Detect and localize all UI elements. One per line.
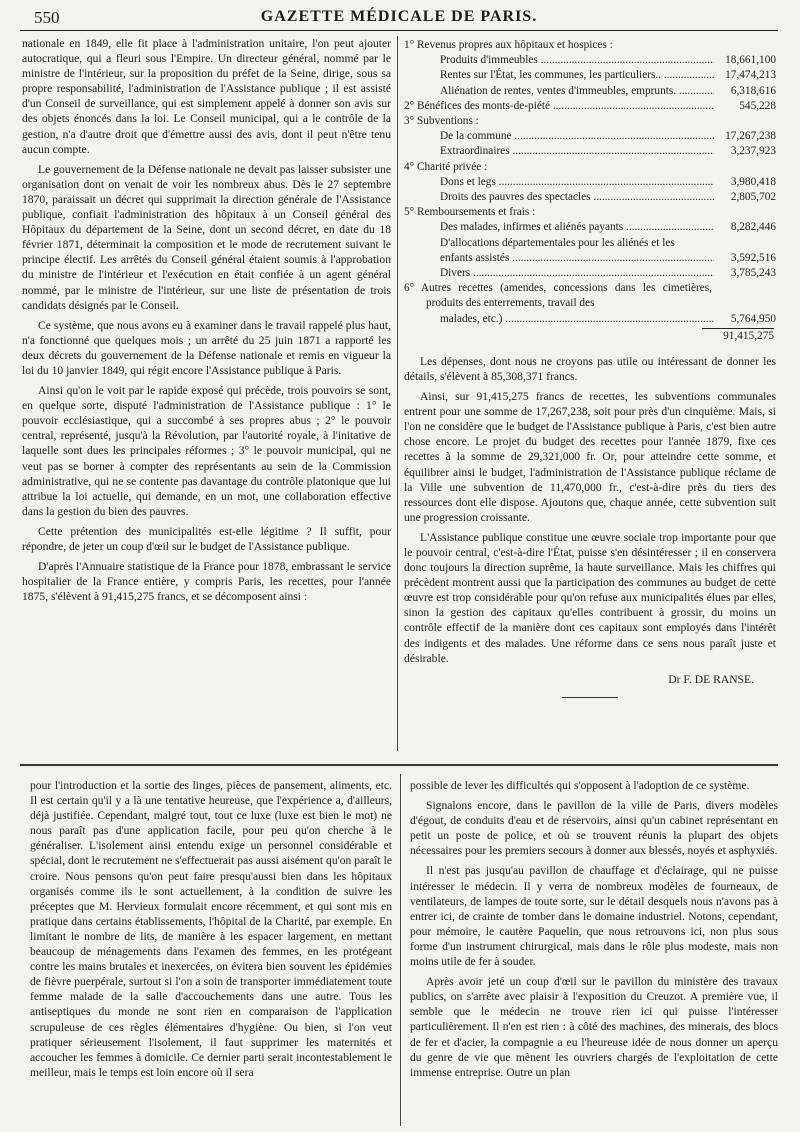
budget-row-amount: 18,661,100 [725, 54, 776, 67]
page-number: 550 [34, 8, 60, 27]
budget-row-amount: 3,592,516 [730, 251, 776, 264]
budget-row [404, 190, 776, 205]
paragraph: Ainsi qu'on le voit par le rapide exposé qui précède, trois pouvoirs se sont, en quelque sorte, disputé l'administration de l'Assistance publique : 1° le pouvoir ecclésiastique, qui a succombé à ses propres abus ; 2° le pouvoir central, représenté, jusqu'à la Révolution, par l'autorité royale, à l'initative de laquelle sont dues les principales réformes ; 3° le pouvoir municipal, qui ne veut pas se borner à compter des représentants au sein de la Commission administrative, qui ne se contente pas davantage du contrôle platonique que lui attribue la loi actuelle, qui demande, en un mot, une collaboration effective dans la gestion du bien des pauvres. [22, 384, 391, 518]
paragraph: Ce système, que nous avons eu à examiner dans le travail rappelé plus haut, n'a fonctionné que quelques mois ; un arrêté du 25 juin 1871 a rapporté les deux décrets du gouvernement de la Défense nationale et remis en vigueur la loi du 10 janvier 1849, qui régit encore l'Assistance publique à Paris. [22, 318, 391, 377]
budget-total: 91,415,275 [723, 329, 774, 342]
column-divider [397, 36, 398, 751]
budget-section-heading: 1° Revenus propres aux hôpitaux et hospices : [404, 39, 613, 51]
paragraph: Les dépenses, dont nous ne croyons pas utile ou intéressant de donner les détails, s'élèvent à 85,308,371 francs. [404, 354, 776, 383]
paragraph: Il n'est pas jusqu'au pavillon de chauffage et d'éclairage, qui ne puisse intéresser le médecin. Il y verra de nombreux modèles de fourneaux, de ventilateurs, de lampes de toute sorte, sur le détail desquels nous n'avons pas à entrer ici, de crainte de tomber dans le domaine industriel. Notons, cependant, pour mémoire, le cautère Paquelin, que nous retrouvons ici, non plus sous forme d'un instrument chirurgical, mais dans le rôle plus modeste, mais non moins utile de fer à souder. [410, 864, 778, 969]
paragraph: Signalons encore, dans le pavillon de la ville de Paris, divers modèles d'égout, de conduits d'eau et de réservoirs, ainsi qu'un cabinet représentant en petit un poste de police, et où se trouvent réunis la plupart des objets nécessaires pour les premiers secours à donner aux blessés, noyés et asphyxiés. [410, 799, 778, 858]
budget-row-label: Extraordinaires ..... [440, 144, 714, 159]
budget-row-label: Aliénation de rentes, ventes d'immeubles, emprunts. ..... [440, 84, 714, 99]
budget-row-label: Rentes sur l'État, les communes, les particuliers.. ..... [440, 68, 714, 83]
budget-table [404, 38, 776, 344]
budget-row-label: De la commune ..... [440, 129, 714, 144]
paragraph: Le gouvernement de la Défense nationale ne devait pas laisser subsister une organisation dont on venait de voir les nombreux abus. Dès le 27 septembre 1870, paraissait un décret qui supprimait la direction générale de l'Assistance publique, confiait l'administration des hôpitaux à un Conseil général des Hôpitaux du département de la Seine, dont un second décret, en date du 18 février 1871, déterminait la composition et le mode de recrutement suivant le principe électif. Les arrêtés du Conseil général étaient soumis à l'approbation du ministre de l'intérieur et l'exécution en était confiée à un agent général nommé, par le ministre de l'intérieur, sur une liste de présentation de trois candidats désignés par le Conseil. [22, 162, 391, 312]
budget-row-label: malades, etc.) ..... [440, 312, 714, 327]
budget-row-amount: 3,980,418 [730, 175, 776, 188]
budget-row [404, 53, 776, 68]
budget-row-label: Des malades, infirmes et aliénés payants ..... [440, 220, 714, 235]
budget-row [404, 84, 776, 99]
budget-row [404, 175, 776, 190]
budget-row [404, 68, 776, 83]
budget-row [404, 129, 776, 144]
budget-section-heading: 5° Remboursements et frais : [404, 206, 536, 219]
paragraph: possible de lever les difficultés qui s'opposent à l'adoption de ce système. [410, 779, 750, 792]
budget-row-label: 2° Bénéfices des monts-de-piété ..... [404, 99, 714, 114]
budget-row-text: 6° Autres recettes (amendes, concessions dans les cimetières, produits des enterrements, travail des [404, 282, 712, 310]
budget-row-label: enfants assistés ..... [440, 251, 714, 266]
budget-row [404, 266, 776, 281]
budget-row-amount: 8,282,446 [730, 221, 776, 234]
budget-row-label: Divers ..... [440, 266, 714, 281]
column-divider [400, 774, 401, 1126]
budget-row-amount: 17,474,213 [725, 69, 776, 82]
budget-row [404, 312, 776, 327]
budget-row-amount: 3,785,243 [730, 267, 776, 280]
article-column-left [22, 36, 391, 604]
budget-row-text: D'allocations départementales pour les aliénés et les [440, 236, 675, 249]
section-divider [20, 764, 778, 766]
page-header [20, 8, 778, 31]
paragraph: L'Assistance publique constitue une œuvre sociale trop importante pour que le pouvoir central, c'est-à-dire l'État, puisse s'en désintéresser ; il en conservera donc toujours la direction suprême, la haute surveillance. Mais les chiffres qui précèdent montrent aussi que la participation des communes au budget de cette œuvre est trop considérable pour qu'on refuse aux municipalités élues par elles, sinon la gestion des capitaux qu'elles contribuent à grossir, du moins un contrôle effectif de la manière dont ces capitaux sont employés dans l'intérêt des indigents et des malades. Une réforme dans ce sens nous paraît juste et désirable. [404, 530, 776, 665]
budget-row-amount: 545,228 [739, 99, 776, 112]
paragraph: Ainsi, sur 91,415,275 francs de recettes, les subventions communales entrent pour une somme de 17,267,238, soit pour près d'un cinquième. Mais, si l'on ne considère que le budget de l'Assistance publique à Paris, c'est bien autre chose encore. Le projet du budget des recettes pour l'année 1879, fixe ces recettes à la somme de 29,321,000 fr. Or, pour atteindre cette somme, et équilibrer ainsi le budget, l'administration de l'Assistance publique réclame de la Ville une subvention de 11,470,000 fr., c'est-à-dire près du tiers des ressources dont elle dispose. Ajoutons que, chaque année, cette subvention suit une progression croissante. [404, 390, 776, 524]
feuilleton-column-right [410, 778, 778, 1080]
budget-section-heading: 3° Subventions : [404, 115, 479, 128]
paragraph: Cette prétention des municipalités est-elle légitime ? Il suffit, pour répondre, de jeter un coup d'œil sur le budget de l'Assistance publique. [22, 524, 391, 553]
article-column-right [404, 38, 776, 698]
budget-row [404, 220, 776, 235]
budget-row-label: Droits des pauvres des spectacles ..... [440, 190, 714, 205]
budget-row-amount: 3,237,923 [730, 145, 776, 158]
budget-row-amount: 5,764,950 [730, 312, 776, 325]
author-signature: Dr F. DE RANSE. [668, 672, 754, 686]
budget-row-amount: 2,805,702 [730, 191, 776, 204]
paragraph: nationale en 1849, elle fit place à l'administration unitaire, l'on peut ajouter autocratique, qui a fleuri sous l'Empire. Un directeur général, nommé par le ministre de l'intérieur, sur la proposition du préfet de la Seine, dirige, sous sa propre responsabilité, l'administration de l'Assistance publique ; il est assisté d'un Conseil de surveillance, qui est simplement appelé à donner son avis sur des objets énoncés dans la loi. Le Conseil municipal, qui a le contrôle de la gestion, n'a d'autre droit que d'émettre aussi des avis, dont il peut n'être tenu aucun compte. [22, 37, 391, 156]
budget-section-heading: 4° Charité privée : [404, 160, 488, 173]
end-rule [562, 697, 618, 698]
feuilleton-column-left [30, 778, 392, 1080]
paragraph: pour l'introduction et la sortie des linges, pièces de pansement, aliments, etc. Il est certain qu'il y a là une tentative heureuse, que l'expérience a, d'ailleurs, déjà justifiée. Cependant, malgré tout, tout ce luxe (luxe est bien le mot) ne nous paraît pas d'une application facile, pour peu qu'on cherche à le généraliser. L'isolement ainsi entendu exige un personnel considérable et spécial, dont le recrutement ne s'effectuerait pas aussi aisément qu'on paraît le croire. Nous pensons qu'on peut faire presqu'aussi bien dans les hôpitaux organisés comme ils le sont actuellement, à la condition de suivre les préceptes que M. Hervieux formulait encore récemment, et qui sont mis en pratique dans certains établissements, l'hôpital de la Charité, par exemple. En limitant le nombre de lits, de manière à les espacer largement, en mettant beaucoup de ménagements dans l'examen des femmes, en les protégeant contre les mains brutales et inexercées, on évitera bien souvent les épidémies de fièvre puerpérale, surtout si l'on a soin de transporter immédiatement toute femme malade de la salle d'accouchements dans une autre. Tous les antiseptiques du monde ne sont rien en comparaison de l'application scrupuleuse de ces règles élémentaires d'hygiène. Ou bien, si l'on veut pratiquer sérieusement l'isolement, il faut supprimer les maternités et accoucher les femmes à domicile. Ce dernier parti serait incontestablement le meilleur, mais le temps est loin encore où il sera [30, 779, 392, 1079]
paragraph: D'après l'Annuaire statistique de la France pour 1878, embrassant le service hospitalier de la France entière, y compris Paris, les recettes, pour l'année 1875, s'élèvent à 91,415,275 francs, et se décomposent ainsi : [22, 560, 391, 604]
budget-row-label: Dons et legs ..... [440, 175, 714, 190]
paragraph: Après avoir jeté un coup d'œil sur le pavillon du ministère des travaux publics, on s'arrête avec plaisir à l'exposition du Creuzot. A première vue, il semble que le médecin ne trouve rien ici qui puisse l'intéresser particulièrement. Il n'en est rien : à côté des machines, des minerais, des blocs de fer et d'acier, la compagnie a eu l'heureuse idée de nous donner un aperçu du genre de vie que mènent les ouvriers chargés de l'exploitation de cette immense entreprise. Outre un plan [410, 975, 778, 1079]
budget-row [404, 99, 776, 114]
budget-row-amount: 6,318,616 [730, 84, 776, 97]
budget-row-label: Produits d'immeubles ..... [440, 53, 714, 68]
journal-title: GAZETTE MÉDICALE DE PARIS. [260, 8, 538, 25]
budget-row [404, 144, 776, 159]
budget-row-amount: 17,267,238 [725, 130, 776, 143]
budget-row [404, 251, 776, 266]
